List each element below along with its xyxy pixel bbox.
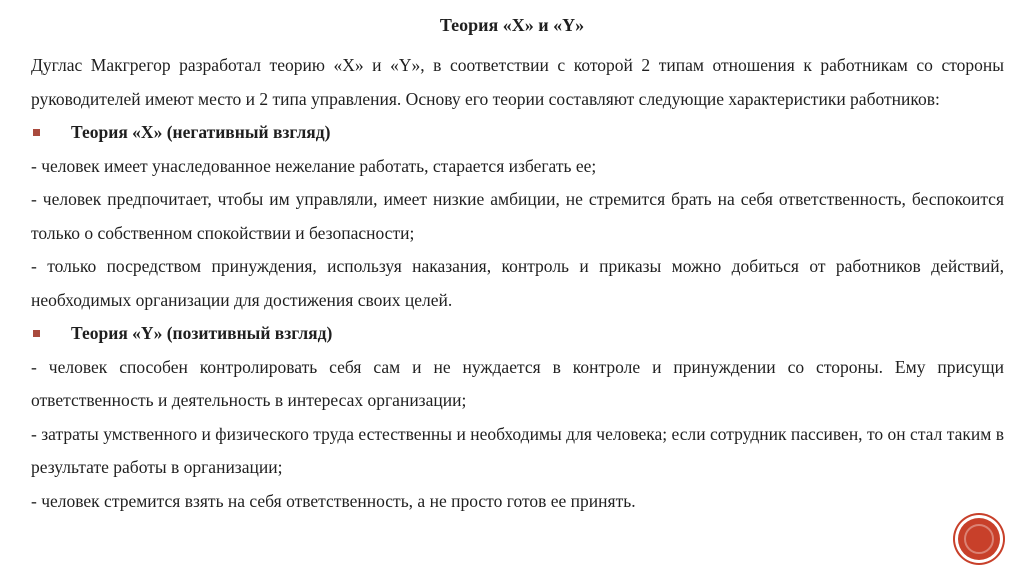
theory-x-heading-text: Теория «X» (негативный взгляд)	[71, 122, 331, 142]
theory-y-item: - человек способен контролировать себя сам и не нуждается в контроле и принуждении со стороны. Ему присущи ответственность и деятельность в интересах организации;	[31, 356, 1004, 410]
theory-y-heading	[31, 317, 1004, 351]
theory-x-heading	[31, 116, 1004, 150]
theory-y-heading-text: Теория «Y» (позитивный взгляд)	[71, 323, 333, 343]
slide-body	[31, 49, 1004, 518]
theory-x-item: - только посредством принуждения, используя наказания, контроль и приказы можно добиться от работников действий, необходимых организации для достижения своих целей.	[31, 256, 1004, 310]
slide-title: Теория «X» и «Y»	[439, 15, 585, 35]
intro-paragraph: Дуглас Макгрегор разработал теорию «X» и «Y», в соответствии с которой 2 типам отношения к работникам со стороны руководителей имеют место и 2 типа управления. Основу его теории составляют следующие характеристики работников:	[31, 55, 1004, 109]
theory-x-item: - человек имеет унаследованное нежелание работать, старается избегать ее;	[31, 155, 597, 176]
theory-y-item: - затраты умственного и физического труда естественны и необходимы для человека; если сотрудник пассивен, то он стал таким в результате работы в организации;	[31, 423, 1004, 477]
theory-x-item: - человек предпочитает, чтобы им управляли, имеет низкие амбиции, не стремится брать на себя ответственность, беспокоится только о собственном спокойствии и безопасности;	[31, 189, 1004, 243]
square-bullet-icon	[33, 129, 40, 136]
theory-y-item: - человек стремится взять на себя ответственность, а не просто готов ее принять.	[31, 490, 636, 511]
slide-number-circle-icon	[958, 518, 1000, 560]
square-bullet-icon	[33, 330, 40, 337]
